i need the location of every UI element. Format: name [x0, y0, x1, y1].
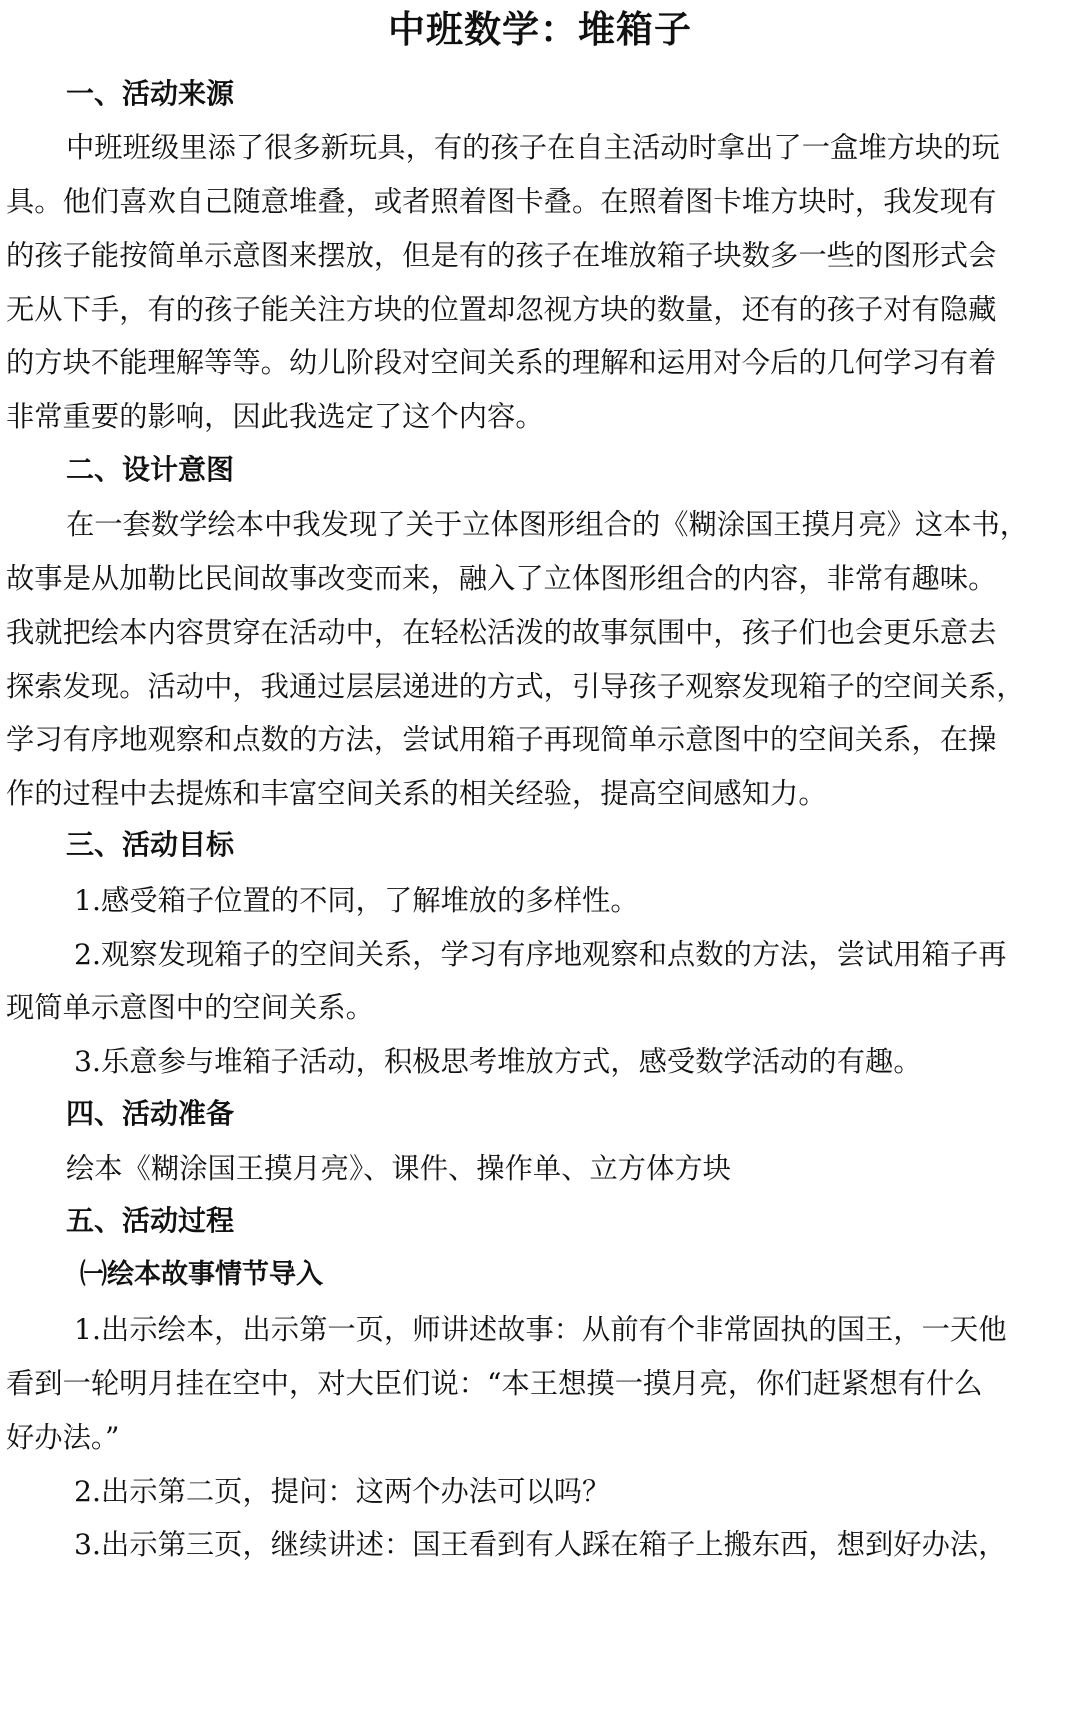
paragraph-line: 的孩子能按简单示意图来摆放，但是有的孩子在堆放箱子块数多一些的图形式会 — [6, 239, 997, 272]
paragraph-line: 故事是从加勒比民间故事改变而来，融入了立体图形组合的内容，非常有趣味。 — [6, 562, 997, 595]
section-heading-design-intent: 二、设计意图 — [66, 453, 235, 486]
goal-item: 2.观察发现箱子的空间关系，学习有序地观察和点数的方法，尝试用箱子再 — [74, 938, 1007, 971]
paragraph-line: 具。他们喜欢自己随意堆叠，或者照着图卡叠。在照着图卡堆方块时，我发现有 — [6, 185, 997, 218]
process-step-continuation: 看到一轮明月挂在空中，对大臣们说：“本王想摸一摸月亮，你们赶紧想有什么 — [6, 1367, 983, 1400]
paragraph-line: 探索发现。活动中，我通过层层递进的方式，引导孩子观察发现箱子的空间关系， — [6, 670, 1025, 703]
paragraph-line: 中班班级里添了很多新玩具，有的孩子在自主活动时拿出了一盒堆方块的玩 — [66, 131, 1000, 164]
process-step-continuation: 好办法。” — [6, 1421, 120, 1454]
goal-item: 1.感受箱子位置的不同，了解堆放的多样性。 — [74, 884, 639, 917]
preparation-list: 绘本《糊涂国王摸月亮》、课件、操作单、立方体方块 — [66, 1152, 731, 1185]
subsection-heading-story-intro: ㈠绘本故事情节导入 — [80, 1259, 323, 1290]
section-heading-activity-goals: 三、活动目标 — [66, 828, 235, 861]
section-heading-activity-source: 一、活动来源 — [66, 77, 235, 110]
paragraph-line: 作的过程中去提炼和丰富空间关系的相关经验，提高空间感知力。 — [6, 777, 827, 810]
paragraph-line: 的方块不能理解等等。幼儿阶段对空间关系的理解和运用对今后的几何学习有着 — [6, 346, 997, 379]
section-heading-preparation: 四、活动准备 — [66, 1097, 235, 1130]
process-step: 3.出示第三页，继续讲述：国王看到有人踩在箱子上搬东西，想到好办法， — [74, 1528, 1007, 1561]
process-step: 2.出示第二页，提问：这两个办法可以吗？ — [74, 1475, 611, 1508]
paragraph-line: 我就把绘本内容贯穿在活动中，在轻松活泼的故事氛围中，孩子们也会更乐意去 — [6, 616, 997, 649]
paragraph-line: 非常重要的影响，因此我选定了这个内容。 — [6, 400, 544, 433]
paragraph-line: 无从下手，有的孩子能关注方块的位置却忽视方块的数量，还有的孩子对有隐藏 — [6, 293, 997, 326]
section-heading-process: 五、活动过程 — [66, 1204, 235, 1237]
goal-item: 3.乐意参与堆箱子活动，积极思考堆放方式，感受数学活动的有趣。 — [74, 1045, 922, 1078]
document-title: 中班数学：堆箱子 — [388, 8, 692, 51]
paragraph-line: 在一套数学绘本中我发现了关于立体图形组合的《糊涂国王摸月亮》这本书， — [66, 508, 1029, 541]
paragraph-line: 学习有序地观察和点数的方法，尝试用箱子再现简单示意图中的空间关系，在操 — [6, 723, 997, 756]
process-step: 1.出示绘本，出示第一页，师讲述故事：从前有个非常固执的国王，一天他 — [74, 1313, 1007, 1346]
goal-item-continuation: 现简单示意图中的空间关系。 — [6, 991, 374, 1024]
